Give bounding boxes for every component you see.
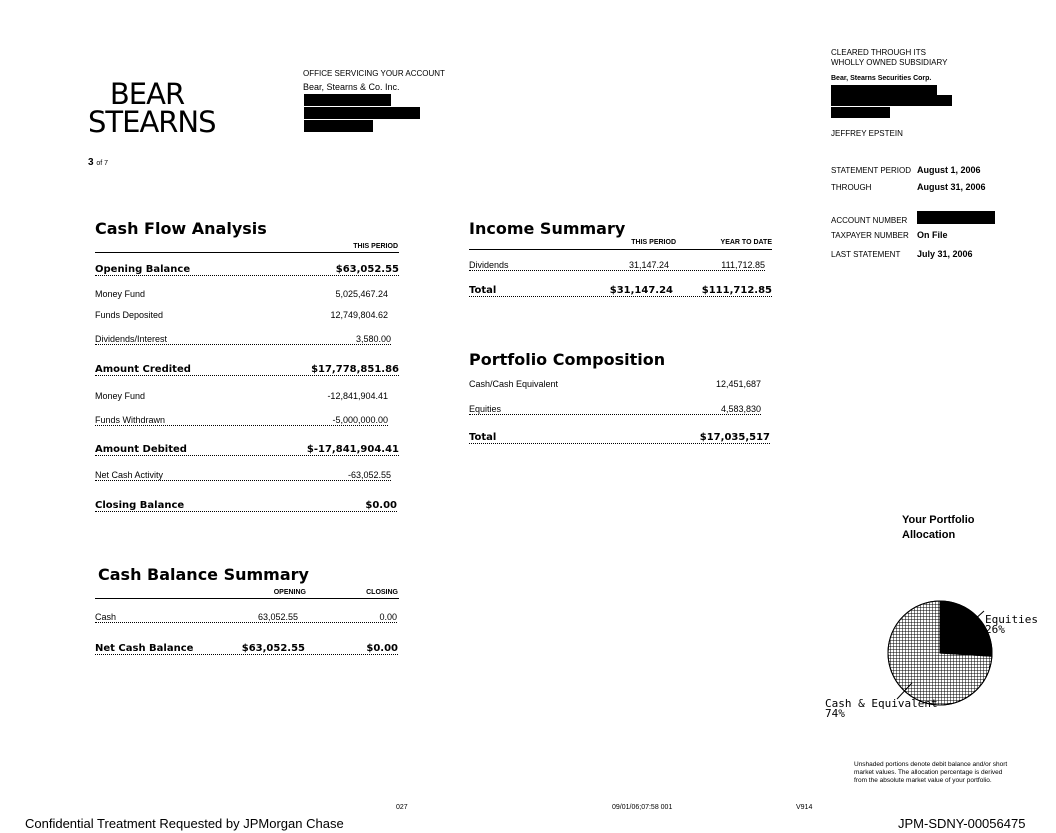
cash-balance-row: Net Cash Balance $63,052.55 $0.00 (95, 640, 398, 655)
clearing-line-1: CLEARED THROUGH ITS (831, 48, 926, 57)
clearing-firm: Bear, Stearns Securities Corp. (831, 75, 932, 82)
cash-flow-row: Closing Balance $0.00 (95, 497, 397, 512)
footer-code-3: V914 (796, 804, 813, 811)
redaction-box (831, 107, 890, 118)
cash-flow-row: Money Fund -12,841,904.41 (95, 391, 388, 401)
cash-flow-col-header: THIS PERIOD (353, 243, 398, 250)
taxpayer-value: On File (917, 230, 948, 240)
page-of: of 7 (96, 160, 109, 167)
logo-line-2: STEARNS (88, 105, 216, 139)
page-number: 3 (88, 157, 94, 168)
divider (95, 252, 399, 253)
office-label: OFFICE SERVICING YOUR ACCOUNT (303, 69, 445, 78)
equities-pct: 26% (985, 623, 1005, 636)
through-label: THROUGH (831, 183, 872, 192)
cash-flow-row: Money Fund 5,025,467.24 (95, 289, 388, 299)
period-value: August 1, 2006 (917, 165, 981, 175)
cash-label: Cash & Equivalent (825, 697, 938, 710)
clearing-line-2: WHOLLY OWNED SUBSIDIARY (831, 58, 948, 67)
cash-balance-title: Cash Balance Summary (98, 565, 309, 584)
allocation-title: Your Portfolio Allocation (902, 514, 975, 541)
income-row: Total $31,147.24 $111,712.85 (469, 282, 772, 297)
portfolio-row: Cash/Cash Equivalent 12,451,687 (469, 379, 761, 389)
page-indicator (88, 157, 108, 168)
office-name: Bear, Stearns & Co. Inc. (303, 82, 400, 92)
redaction-box (304, 120, 373, 132)
cash-flow-row: Funds Withdrawn -5,000,000.00 (95, 412, 388, 426)
cash-flow-row: Amount Credited $17,778,851.86 (95, 361, 399, 376)
cash-flow-row: Net Cash Activity -63,052.55 (95, 467, 391, 481)
logo-line-1: BEAR (109, 77, 185, 111)
divider (95, 598, 399, 599)
period-label: STATEMENT PERIOD (831, 166, 912, 175)
taxpayer-label: TAXPAYER NUMBER (831, 231, 909, 240)
cash-flow-row: Amount Debited $-17,841,904.41 (95, 441, 399, 456)
income-row: Dividends 31,147.24 111,712.85 (469, 257, 765, 271)
allocation-note: Unshaded portions denote debit balance and/or short market values. The allocation percentage is derived from the absolute market value of your portfolio. (854, 761, 1008, 784)
income-title: Income Summary (469, 219, 626, 238)
portfolio-row: Total $17,035,517 (469, 429, 770, 444)
cash-flow-row: Opening Balance $63,052.55 (95, 261, 399, 276)
cash-balance-row: Cash 63,052.55 0.00 (95, 609, 397, 623)
footer-code-2: 09/01/06;07:58 001 (612, 804, 673, 811)
last-statement-value: July 31, 2006 (917, 249, 973, 259)
redaction-box (917, 211, 995, 224)
through-value: August 31, 2006 (917, 182, 986, 192)
bear-stearns-logo (88, 77, 216, 139)
cash-balance-col-closing: CLOSING (366, 589, 398, 596)
footer-code-1: 027 (396, 804, 408, 811)
confidential-notice: Confidential Treatment Requested by JPMorgan Chase (25, 816, 344, 831)
client-name: JEFFREY EPSTEIN (831, 129, 903, 138)
cash-flow-row: Funds Deposited 12,749,804.62 (95, 310, 388, 320)
cash-pct: 74% (825, 707, 845, 720)
portfolio-row: Equities 4,583,830 (469, 401, 761, 415)
cash-balance-col-opening: OPENING (273, 589, 306, 596)
bates-number: JPM-SDNY-00056475 (898, 816, 1026, 831)
redaction-box (304, 107, 420, 119)
income-col-this-period: THIS PERIOD (631, 239, 676, 246)
allocation-pie-chart (815, 595, 1055, 725)
income-col-ytd: YEAR TO DATE (720, 239, 772, 246)
portfolio-title: Portfolio Composition (469, 350, 666, 369)
divider (469, 249, 772, 250)
last-statement-label: LAST STATEMENT (831, 250, 901, 259)
account-label: ACCOUNT NUMBER (831, 216, 908, 225)
redaction-box (831, 95, 952, 106)
cash-flow-title: Cash Flow Analysis (95, 219, 267, 238)
redaction-box (304, 94, 391, 106)
cash-flow-row: Dividends/Interest 3,580.00 (95, 331, 391, 345)
equities-label: Equities (985, 613, 1038, 626)
